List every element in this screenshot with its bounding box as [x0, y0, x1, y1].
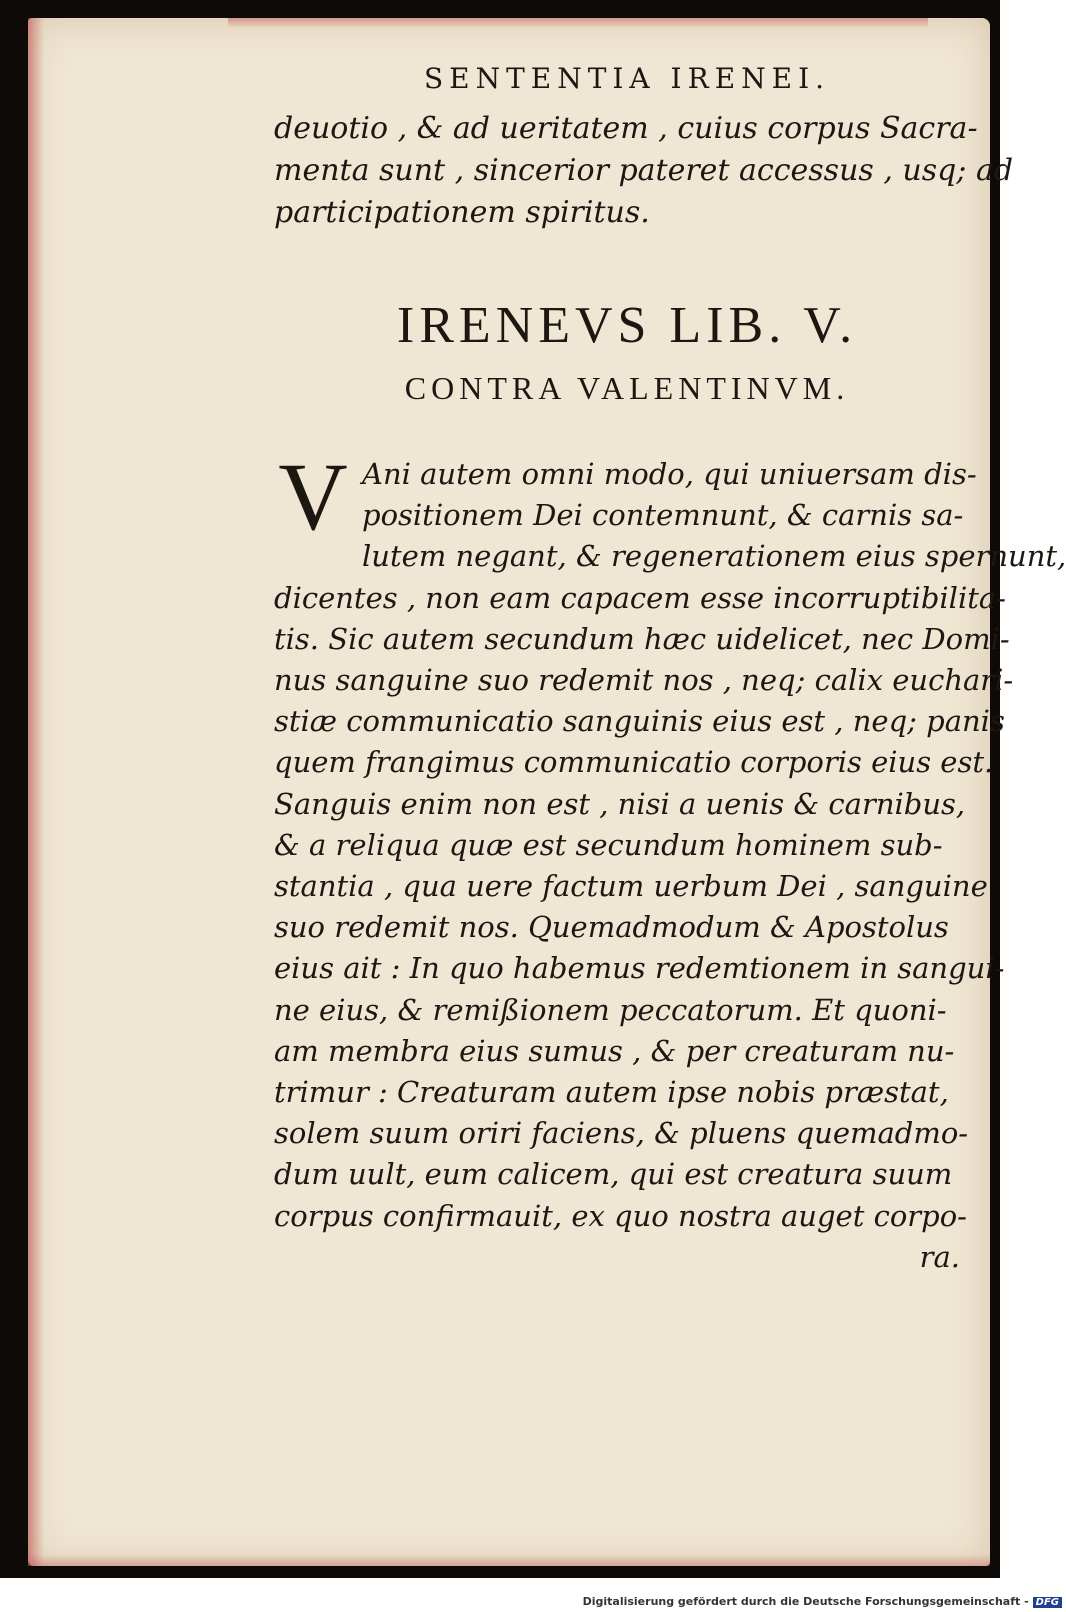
- text-line: participationem spiritus.: [274, 195, 650, 230]
- previous-section-text: [274, 108, 1014, 234]
- drop-cap: V: [278, 443, 348, 550]
- credit-text: Digitalisierung gefördert durch die Deutsche Forschungsgemeinschaft -: [582, 1595, 1029, 1608]
- running-head: SENTENTIA IRENEI.: [423, 62, 831, 95]
- bottom-edge-stain: [28, 1554, 990, 1566]
- top-edge-stain: [228, 18, 928, 28]
- red-edge-stain: [28, 18, 44, 1566]
- text-line: Sanguis enim non est , nisi a uenis & carnibus,: [274, 786, 966, 821]
- text-line: dicentes , non eam capacem esse incorruptibilita-: [274, 580, 1006, 615]
- book-page: [28, 18, 1066, 1566]
- text-line: menta sunt , sincerior pateret accessus , usq; ad: [274, 153, 1014, 188]
- text-line: & a reliqua quæ est secundum hominem sub-: [274, 827, 943, 862]
- digitization-credit: [583, 1595, 1062, 1608]
- body-text: [274, 443, 1066, 1278]
- text-line: corpus confirmauit, ex quo nostra auget corpo-: [274, 1198, 967, 1233]
- text-line: ne eius, & remißionem peccatorum. Et quoni-: [274, 992, 947, 1027]
- text-line: suo redemit nos. Quemadmodum & Apostolus: [274, 910, 949, 945]
- text-line: am membra eius sumus , & per creaturam nu-: [274, 1033, 955, 1068]
- dfg-logo: DFG: [1033, 1597, 1062, 1608]
- text-line: solem suum oriri faciens, & pluens quemadmo-: [274, 1116, 969, 1151]
- section-subheading: CONTRA VALENTINVM.: [404, 370, 850, 406]
- text-line: stiæ communicatio sanguinis eius est , neq; panis: [274, 704, 1005, 739]
- text-line: trimur : Creaturam autem ipse nobis præstat,: [274, 1075, 949, 1110]
- text-line: lutem negant, & regenerationem eius spernunt,: [362, 539, 1066, 574]
- text-line: Ani autem omni modo, qui uniuersam dis-: [362, 457, 977, 491]
- text-line: tis. Sic autem secundum hæc uidelicet, nec Domi-: [274, 621, 1010, 656]
- text-line: nus sanguine suo redemit nos , neq; calix euchari-: [274, 663, 1014, 698]
- text-line: positionem Dei contemnunt, & carnis sa-: [362, 498, 964, 533]
- text-line: deuotio , & ad ueritatem , cuius corpus Sacra-: [274, 111, 978, 146]
- text-line-final: ra.: [919, 1239, 960, 1274]
- section-heading: IRENEVS LIB. V.: [396, 297, 858, 354]
- text-line: stantia , qua uere factum uerbum Dei , sanguine: [274, 869, 988, 904]
- text-line: eius ait : In quo habemus redemtionem in sangui-: [274, 951, 1005, 986]
- text-line: quem frangimus communicatio corporis eius est.: [274, 745, 994, 780]
- text-line: dum uult, eum calicem, qui est creatura suum: [274, 1157, 953, 1192]
